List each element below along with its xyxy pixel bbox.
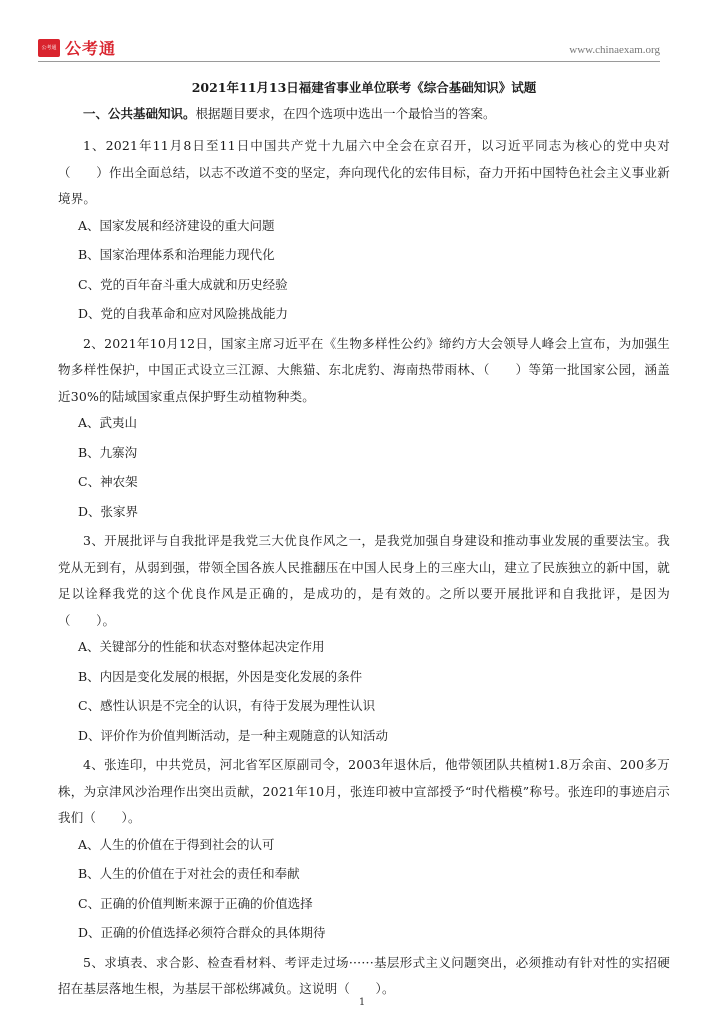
section-heading-instruction: 根据题目要求，在四个选项中选出一个最恰当的答案。 [195,106,496,121]
section-heading-label: 一、公共基础知识。 [83,106,196,121]
logo-text: 公考通 [65,39,117,58]
document-title: 2021年11月13日福建省事业单位联考《综合基础知识》试题 [191,80,537,95]
document-body [58,78,670,1003]
option-b: B、九寨沟 [78,444,138,460]
question-stem: 1、2021年11月8日至11日中国共产党十九届六中全会在京召开，以习近平同志为核心的党中央对（ ）作出全面总结，以志不改道不变的坚定，奔向现代化的宏伟目标，奋力开拓中国特色社会主义事业新境界。 [58,138,670,206]
question-4 [58,752,670,947]
question-2 [58,331,670,526]
question-stem: 2、2021年10月12日，国家主席习近平在《生物多样性公约》缔约方大会领导人峰会上宣布，为加强生物多样性保护，中国正式设立三江源、大熊猫、东北虎豹、海南热带雨林、（ ）等第一批国家公园，涵盖近30%的陆域国家重点保护野生动植物种类。 [58,335,670,404]
brand-logo[interactable] [38,36,116,59]
question-stem: 5、求填表、求合影、检查看材料、考评走过场······基层形式主义问题突出，必须推动有针对性的实招硬招在基层落地生根，为基层干部松绑减负。这说明（ ）。 [58,954,670,996]
option-c: C、党的百年奋斗重大成就和历史经验 [78,276,288,292]
option-c: C、正确的价值判断来源于正确的价值选择 [78,895,313,911]
question-5 [58,950,670,1003]
option-b: B、内因是变化发展的根据，外因是变化发展的条件 [78,668,363,684]
option-c: C、神农架 [78,474,138,489]
page-header [0,0,724,64]
option-a: A、人生的价值在于得到社会的认可 [78,836,275,852]
logo-badge-icon: 公考通 [38,39,60,57]
option-a: A、武夷山 [78,415,138,430]
option-d: D、正确的价值选择必须符合群众的具体期待 [78,925,326,940]
question-stem: 3、开展批评与自我批评是我党三大优良作风之一，是我党加强自身建设和推动事业发展的重要法宝。我党从无到有，从弱到强，带领全国各族人民推翻压在中国人民身上的三座大山，建立了民族独立的新中国，就足以诠释我党的这个优良作风是正确的，是成功的，是有效的。之所以要开展批评和自我批评，是因为（ ）。 [58,533,670,628]
question-3 [58,528,670,749]
site-url[interactable]: www.chinaexam.org [569,44,660,56]
page-number: 1 [358,997,366,1008]
option-b: B、国家治理体系和治理能力现代化 [78,247,275,262]
option-c: C、感性认识是不完全的认识，有待于发展为理性认识 [78,698,376,713]
option-d: D、评价作为价值判断活动，是一种主观随意的认知活动 [78,727,389,743]
question-stem: 4、张连印，中共党员，河北省军区原副司令，2003年退休后，他带领团队共植树1.8万余亩、200多万株，为京津风沙治理作出突出贡献，2021年10月，张连印被中宣部授予“时代楷模”称号。张连印的事迹启示我们（ ）。 [58,757,670,825]
option-a: A、关键部分的性能和状态对整体起决定作用 [78,639,325,654]
header-divider [38,61,660,62]
question-1 [58,133,670,328]
option-a: A、国家发展和经济建设的重大问题 [78,217,275,233]
section-heading [58,105,670,123]
option-d: D、党的自我革命和应对风险挑战能力 [78,306,289,321]
option-b: B、人生的价值在于对社会的责任和奉献 [78,866,300,881]
option-d: D、张家界 [78,503,139,519]
